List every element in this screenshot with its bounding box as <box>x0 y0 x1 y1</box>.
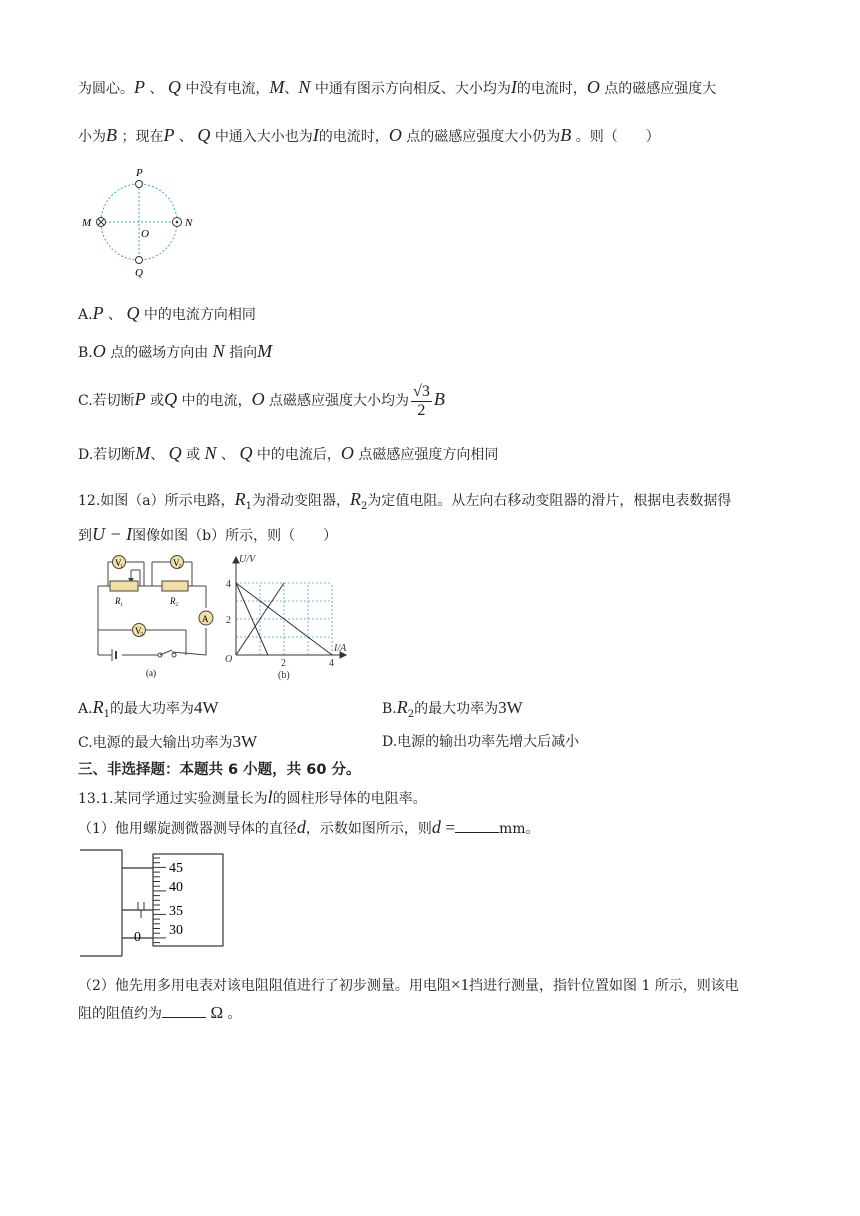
wire-m-into-page <box>97 218 106 227</box>
fraction-sqrt3-over-2: $\frac{√3}{2}$ <box>413 382 430 419</box>
q13-intro: 13.1.某同学通过实验测量长为l的圆柱形导体的电阻率。 <box>78 787 427 807</box>
q13-part-2-line-1: （2）他先用多用电表对该电阻阻值进行了初步测量。用电阻×1挡进行测量，指针位置如图 1 所示，则该电 <box>78 975 739 994</box>
x-axis-label: I/A <box>334 643 347 654</box>
x-tick-label: 2 <box>281 658 286 669</box>
resistor-r2 <box>162 581 188 591</box>
origin-label: O <box>225 654 233 665</box>
svg-text:R: R <box>115 596 121 606</box>
q12-option-a: $A.R_1$的最大功率为4W <box>78 697 219 720</box>
q12-option-b: $B.R_2$的最大功率为3W <box>382 697 523 720</box>
q12-circuit-diagram <box>88 548 218 680</box>
wire-q <box>136 257 143 264</box>
q11-stem-line-1: 为圆心。P 、 Q 中没有电流，M、N 中通有图示方向相反、大小均为I的电流时，O 点的磁感应强度大 <box>78 77 717 97</box>
y-axis-label: U/V <box>239 554 256 565</box>
svg-text:R: R <box>170 596 176 606</box>
q11-option-a: A.P 、 Q 中的电流方向相同 <box>78 303 256 323</box>
q11-option-c: C.若切断P 或Q 中的电流，O 点磁感应强度大小均为 $\frac{√3}{2}$ B <box>78 382 445 419</box>
svg-text:V: V <box>115 558 122 568</box>
label-m: M <box>82 217 92 229</box>
resistor-r1 <box>110 581 138 591</box>
svg-text:V: V <box>135 626 142 636</box>
label-p: P <box>136 167 143 179</box>
tick-45: 45 <box>169 861 183 876</box>
q12-stem-line-1: 12.如图（a）所示电路，$R_1$为滑动变阻器，$R_2$为定值电阻。从左向右移动变阻器的滑片，根据电表数据得 <box>78 489 732 512</box>
wire-n-out-of-page <box>173 218 182 227</box>
svg-text:1: 1 <box>120 564 123 570</box>
section-3-title: 三、非选择题：本题共 6 小题，共 60 分。 <box>78 762 361 778</box>
caption-b: (b) <box>278 670 290 681</box>
label-n: N <box>185 217 193 229</box>
svg-text:2: 2 <box>175 603 178 608</box>
q13-part-1: （1）他用螺旋测微器测导体的直径d，示数如图所示，则d = mm。 <box>78 817 540 837</box>
tick-35: 35 <box>169 904 183 919</box>
svg-text:V: V <box>173 558 180 568</box>
label-o: O <box>141 228 149 240</box>
svg-text:3: 3 <box>140 632 143 638</box>
answer-blank-resistance[interactable] <box>162 1003 206 1018</box>
label-q: Q <box>135 267 143 279</box>
tick-40: 40 <box>169 880 183 895</box>
q12-ui-graph <box>222 552 352 682</box>
wire-p <box>136 181 143 188</box>
caption-a: (a) <box>146 668 156 678</box>
answer-blank-diameter[interactable] <box>455 818 499 833</box>
y-tick-label: 2 <box>226 615 231 626</box>
y-tick-label: 4 <box>226 579 231 590</box>
q12-stem-line-2: 到U − I图像如图（b）所示，则（ ） <box>78 524 338 544</box>
sleeve-zero: 0 <box>134 930 141 945</box>
svg-text:2: 2 <box>178 564 181 570</box>
q12-option-c: C.电源的最大输出功率为3W <box>78 732 258 751</box>
micrometer-figure <box>78 848 228 958</box>
q12-option-d: D.电源的输出功率先增大后减小 <box>382 734 580 750</box>
x-tick-label: 4 <box>329 658 334 669</box>
tick-30: 30 <box>169 923 183 938</box>
q11-option-d: D.若切断M、 Q 或 N 、 Q 中的电流后，O 点磁感应强度方向相同 <box>78 443 499 463</box>
svg-text:1: 1 <box>120 603 123 608</box>
q11-stem-line-2: 小为B ；现在P 、 Q 中通入大小也为I的电流时，O 点的磁感应强度大小仍为B 。则（ ） <box>78 125 660 145</box>
svg-text:A: A <box>202 614 209 624</box>
q11-option-b: B.O 点的磁场方向由 N 指向M <box>78 341 273 361</box>
q11-wire-figure <box>76 164 206 284</box>
q13-part-2-line-2: 阻的阻值约为 Ω 。 <box>78 1003 242 1022</box>
